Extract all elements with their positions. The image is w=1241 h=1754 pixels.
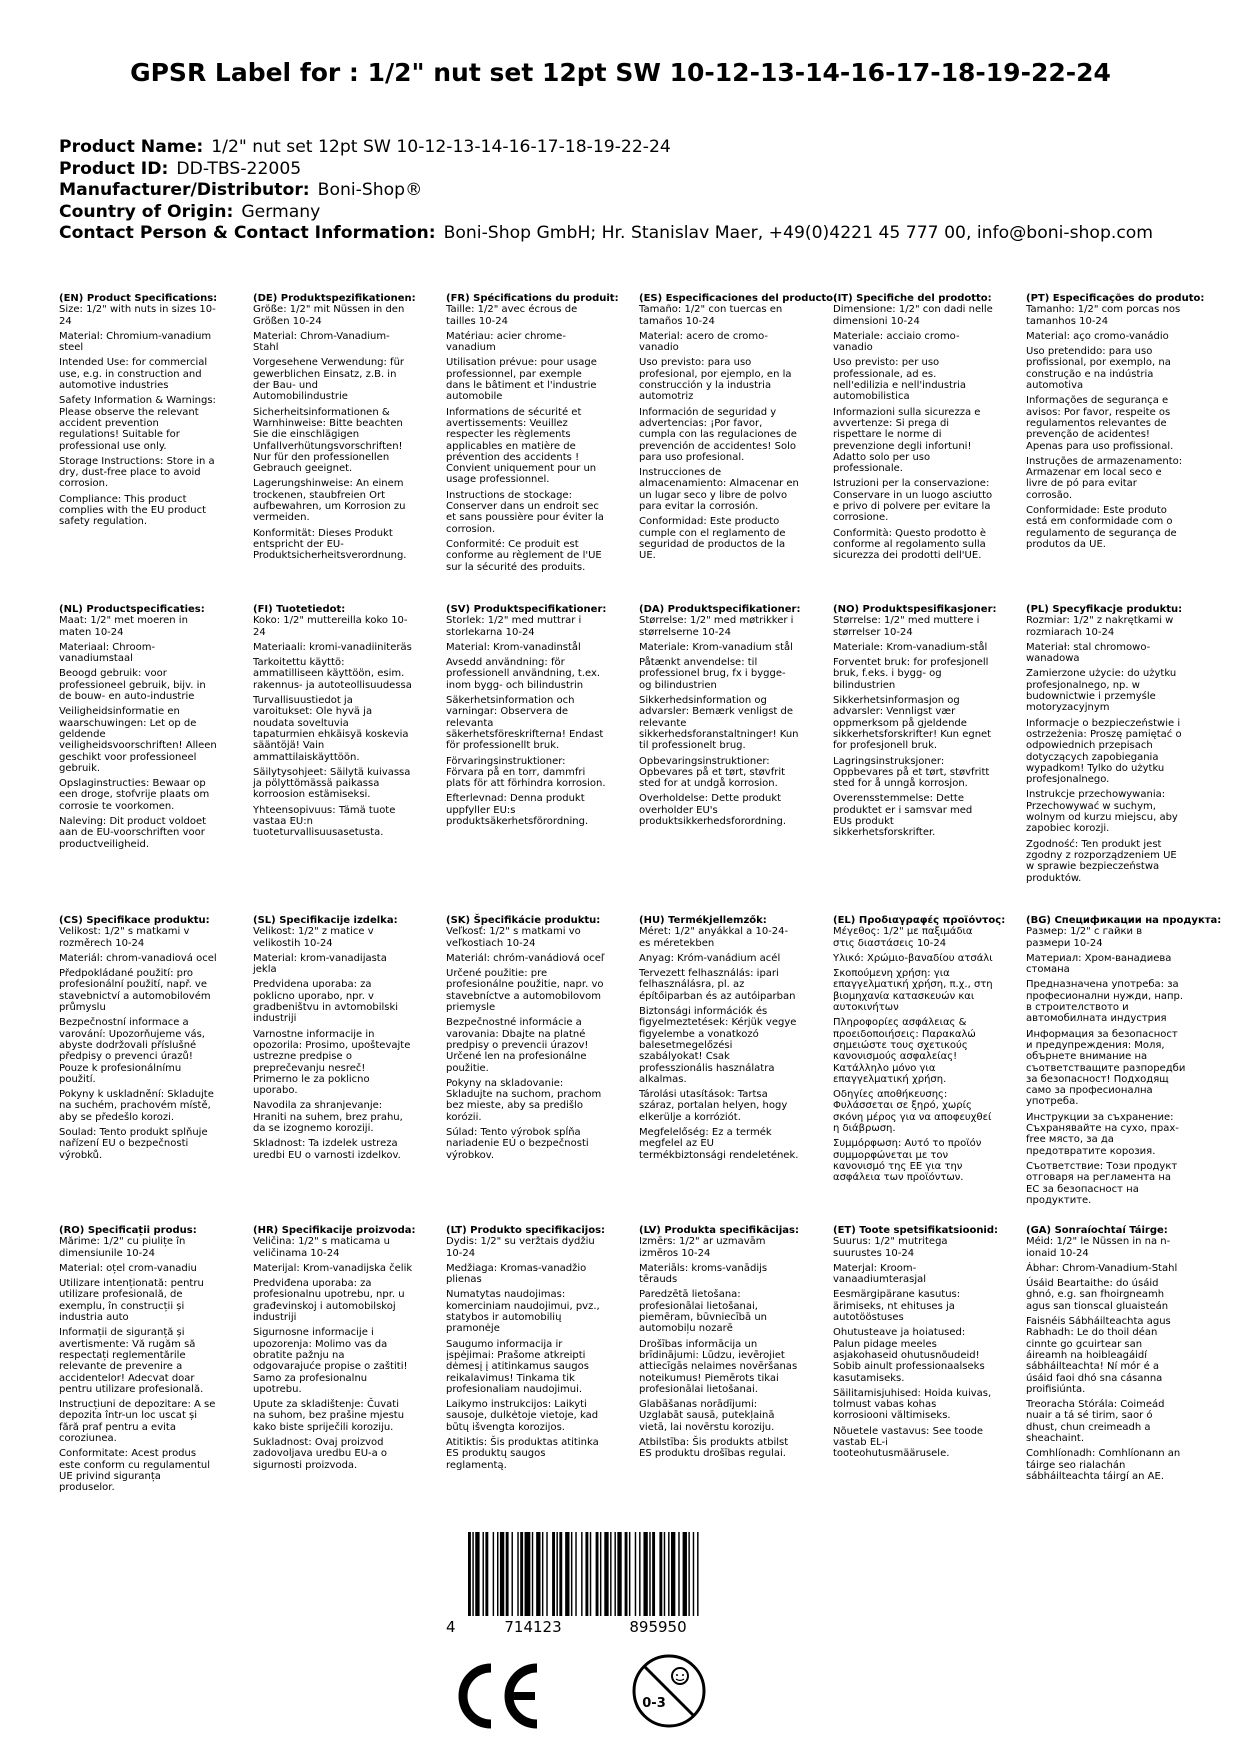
spec-paragraph: Uso previsto: para uso profesional, por ejemplo, en la construcción y la industria automotriz [639,357,792,403]
spec-paragraph: Material: acero de cromo-vanadio [639,330,768,354]
info-value: 1/2" nut set 12pt SW 10-12-13-14-16-17-18-19-22-24 [211,137,671,157]
barcode-bar [575,1532,576,1616]
spec-paragraph: Zamierzone użycie: do użytku profesjonalnego, np. w budownictwie i przemyśle motoryzacyjnym [1026,668,1177,714]
spec-paragraph: Materiaal: Chroom-vanadiumstaal [59,641,156,665]
spec-paragraph: Größe: 1/2" mit Nüssen in den Größen 10-24 [253,304,405,327]
spec-paragraph: Pokyny na skladovanie: Skladujte na suchom, prachom bez mieste, aby sa predišlo korózii. [446,1077,602,1123]
barcode-bar [571,1532,572,1616]
barcode-digit-group-3: 895950 [629,1618,687,1636]
spec-paragraph: Vorgesehene Verwendung: für gewerblichen Einsatz, z.B. in der Bau- und Automobilindustrie [253,357,405,403]
spec-paragraph: Instructions de stockage: Conserver dans un endroit sec et sans poussière pour éviter la corrosion. [446,489,604,535]
spec-paragraph: Overholdelse: Dette produkt overholder EU's produktsikkerhedsforordning. [639,793,787,828]
spec-paragraph: Sikkerhedsinformation og advarsler: Bemærk venligst de relevante sikkerhedsforanstaltninger! Kun til professionelt brug. [639,695,799,752]
barcode-bar [542,1532,543,1616]
spec-paragraph: Veľkosť: 1/2" s matkami vo veľkostiach 10-24 [446,926,581,949]
spec-paragraph: Glabāšanas norādījumi: Uzglabāt sausā, putekļainā vietā, lai novērstu koroziju. [639,1399,775,1433]
spec-paragraph: Instrucțiuni de depozitare: A se depozita într-un loc uscat și fără praf pentru a evita coroziunea. [59,1399,216,1445]
spec-heading: (FR) Spécifications du produit: [446,293,619,304]
spec-paragraph: Material: Chrom-Vanadium-Stahl [253,330,390,354]
spec-paragraph: Avsedd användning: för professionell användning, t.ex. inom bygg- och bilindustrin [446,657,601,691]
spec-paragraph: Opbevaringsinstruktioner: Opbevares på et tørt, støvfrit sted for at undgå korrosion. [639,755,786,790]
spec-paragraph: Säilitamisjuhised: Hoida kuivas, tolmust vabas kohas korrosiooni vältimiseks. [833,1387,992,1422]
spec-heading: (BG) Спецификации на продукта: [1026,915,1222,926]
spec-paragraph: Materiál: chróm-vanádiová oceľ [446,952,605,964]
spec-paragraph: Съответствие: Този продукт отговаря на регламента на ЕС за безопасност на продуктите. [1026,1160,1178,1206]
barcode-bar [683,1532,687,1616]
spec-paragraph: Pokyny k uskladnění: Skladujte na suchém, prachovém místě, aby se předešlo korozi. [59,1089,214,1123]
spec-paragraph: Anyag: Króm-vanádium acél [639,952,781,964]
spec-paragraph: Материал: Хром-ванадиева стомана [1026,952,1172,976]
spec-paragraph: Material: krom-vanadijasta jekla [253,952,387,976]
spec-paragraph: Инструкции за съхранение: Съхранявайте на сухо, прах-free място, за да предотвратите корозия. [1026,1111,1179,1157]
spec-paragraph: Informații de siguranță și avertismente: Vă rugăm să respectați reglementările relevante de prevenire a accidentelor! Adecvat doar pentru utilizare profesională. [59,1327,204,1395]
spec-paragraph: Instrucciones de almacenamiento: Almacenar en un lugar seco y libre de polvo para evitar la corrosión. [639,467,799,513]
specification-grid [59,293,1239,1493]
barcode-bar [468,1532,471,1616]
spec-paragraph: Maat: 1/2" met moeren in maten 10-24 [59,615,188,638]
product-name-row [59,137,1209,159]
info-value: Boni-Shop® [317,180,423,200]
barcode-bar [485,1532,488,1616]
spec-paragraph: Uso pretendido: para uso profissional, por exemplo, na construção e na indústria automotiva [1026,346,1171,392]
barcode-bar [678,1532,679,1616]
spec-column [59,915,219,1165]
spec-paragraph: Treoracha Stórála: Coimeád nuair a tá sé tirim, saor ó dhust, chun creimeadh a sheachaint. [1026,1399,1165,1445]
spec-paragraph: Určené použitie: pre profesionálne použitie, napr. vo stavebníctve a automobilovom priemysle [446,968,604,1014]
spec-heading: (CS) Specifikace produktu: [59,915,210,926]
spec-column [446,604,606,831]
spec-paragraph: Méid: 1/2" le Nüssen in na n-ionaid 10-24 [1026,1236,1171,1259]
country-row [59,202,1209,224]
spec-column [253,293,416,566]
barcode-bar [629,1532,630,1616]
spec-paragraph: Informations de sécurité et avertissements: Veuillez respecter les règlements applicables en matière de prévention des accidents ! Convient uniquement pour un usage professionnel. [446,406,597,486]
barcode-bar [520,1532,523,1616]
spec-paragraph: Instrukcje przechowywania: Przechowywać w suchym, wolnym od kurzu miejscu, aby zapobiec korozji. [1026,789,1178,835]
spec-paragraph: Drošības informācija un brīdinājumi: Lūdzu, ievērojiet attiecīgās nelaimes novēršanas noteikumus! Piemērots tikai profesionālai lietošanai. [639,1338,798,1395]
spec-paragraph: Informações de segurança e avisos: Por favor, respeite os regulamentos relevantes de prevenção de acidentes! Apenas para uso profissional. [1026,395,1174,452]
barcode-bar [659,1532,662,1616]
spec-paragraph: Πληροφορίες ασφάλειας & προειδοποιήσεις: Παρακαλώ σημειώστε τους σχετικούς κανονισμούς ασφαλείας! Κατάλληλο μόνο για επαγγελματική χρήση. [833,1017,976,1085]
spec-paragraph: Conformitate: Acest produs este conform cu regulamentul UE privind siguranța produselor. [59,1448,210,1494]
spec-paragraph: Размер: 1/2" с гайки в размери 10-24 [1026,926,1143,949]
barcode-bar [517,1532,518,1616]
spec-paragraph: Overensstemmelse: Dette produktet er i samsvar med EUs produkt sikkerhetsforskrifter. [833,793,973,839]
spec-paragraph: Conformità: Questo prodotto è conforme al regolamento sulla sicurezza dei prodotti dell'UE. [833,527,987,562]
spec-paragraph: Materiale: Krom-vanadium-stål [833,641,988,653]
spec-paragraph: Atitiktis: Šis produktas atitinka ES produktų saugos reglamentą. [446,1437,599,1471]
spec-paragraph: Medžiaga: Kromas-vanadžio plienas [446,1262,587,1286]
spec-paragraph: Tervezett felhasználás: ipari felhasználásra, pl. az építőiparban és az autóiparban [639,968,796,1002]
spec-paragraph: Megfelelőség: Ez a termék megfelel az EU termékbiztonsági rendeletének. [639,1127,799,1161]
spec-column [833,1225,999,1464]
spec-paragraph: Förvaringsinstruktioner: Förvara på en torr, dammfri plats för att förhindra korrosion. [446,755,606,790]
spec-paragraph: Información de seguridad y advertencias: ¡Por favor, cumpla con las regulaciones de prevención de accidentes! Solo para uso profesional. [639,406,797,463]
spec-heading: (LT) Produkto specifikacijos: [446,1225,606,1236]
spec-paragraph: Laikymo instrukcijos: Laikyti sausoje, dulkėtoje vietoje, kad būtų išvengta korozijos. [446,1399,599,1433]
barcode-bar [546,1532,547,1616]
spec-heading: (HU) Termékjellemzők: [639,915,767,926]
spec-paragraph: Méret: 1/2" anyákkal a 10-24-es méretekben [639,926,789,949]
spec-paragraph: Saugumo informacija ir įspėjimai: Prašome atkreipti dėmesį į atitinkamus saugos reikalavimus! Tinkama tik profesionaliam naudojimui. [446,1338,589,1395]
spec-paragraph: Tarkoitettu käyttö: ammatilliseen käyttöön, esim. rakennus- ja autoteollisuudessa [253,657,412,691]
spec-heading: (GA) Sonraíochtaí Táirge: [1026,1225,1168,1236]
spec-paragraph: Dimensione: 1/2" con dadi nelle dimensioni 10-24 [833,304,993,327]
barcode-bar [506,1532,509,1616]
barcode-bar [610,1532,611,1616]
page-title: GPSR Label for : 1/2" nut set 12pt SW 10-12-13-14-16-17-18-19-22-24 [130,58,1111,87]
info-label: Product ID: [59,158,169,179]
barcode-bar [693,1532,694,1616]
spec-paragraph: Material: Chromium-vanadium steel [59,330,212,354]
spec-paragraph: Materijal: Krom-vanadijska čelik [253,1262,413,1274]
spec-paragraph: Ohutusteave ja hoiatused: Palun pidage meeles asjakohaseid ohutusnõudeid! Sobib ainult professionaalseks kasutamiseks. [833,1327,985,1384]
spec-paragraph: Forventet bruk: for profesjonell bruk, f.eks. i bygg- og bilindustrien [833,657,989,691]
barcode-bar [649,1532,650,1616]
spec-paragraph: Naleving: Dit product voldoet aan de EU-voorschriften voor productveiligheid. [59,816,207,850]
spec-paragraph: Materiāls: kroms-vanādijs tērauds [639,1262,768,1286]
info-value: DD-TBS-22005 [176,158,302,179]
spec-column [833,293,993,566]
barcode-bar [512,1532,513,1616]
spec-paragraph: Tárolási utasítások: Tartsa száraz, portalan helyen, hogy elkerülje a korróziót. [639,1089,788,1123]
spec-column [1026,293,1205,554]
spec-paragraph: Sikkerhetsinformasjon og advarsler: Vennligst vær oppmerksom på gjeldende sikkerhetsforskrifter! Kun egnet for profesjonell bruk. [833,695,992,752]
spec-column [446,293,619,577]
spec-column [1026,915,1222,1210]
spec-paragraph: Taille: 1/2" avec écrous de tailles 10-24 [446,304,578,327]
spec-paragraph: Efterlevnad: Denna produkt uppfyller EU:s produktsäkerhetsförordning. [446,793,589,828]
spec-heading: (HR) Specifikacije proizvoda: [253,1225,416,1236]
barcode-bar [585,1532,588,1616]
spec-paragraph: Lagringsinstruksjoner: Oppbevares på et tørt, støvfritt sted for å unngå korrosjon. [833,755,990,790]
spec-heading: (NL) Productspecificaties: [59,604,205,615]
spec-paragraph: Zgodność: Ten produkt jest zgodny z rozporządzeniem UE w sprawie bezpieczeństwa produktów. [1026,838,1177,884]
spec-paragraph: Úsáid Beartaithe: do úsáid ghnó, e.g. san fhoirgneamh agus san tionscal gluaisteán [1026,1278,1169,1312]
spec-column [59,293,219,532]
barcode-bar [500,1532,504,1616]
spec-paragraph: Material: oțel crom-vanadiu [59,1262,197,1274]
spec-paragraph: Rozmiar: 1/2" z nakrętkami w rozmiarach 10-24 [1026,615,1174,638]
barcode-bar [475,1532,479,1616]
spec-paragraph: Faisnéis Sábháilteachta agus Rabhadh: Le do thoil déan cinnte go gcuirtear san áireamh na hoibleagáidí sábháilteachta! Ní mór é a úsáid faoi dhó sna cásanna proifisiúnta. [1026,1316,1171,1395]
spec-paragraph: Sicherheitsinformationen & Warnhinweise: Bitte beachten Sie die einschlägigen Unfallverhütungsvorschriften! Nur für den professionellen Gebrauch geeignet. [253,406,403,475]
info-value: Germany [241,201,321,222]
spec-heading: (FI) Tuotetiedot: [253,604,346,615]
spec-paragraph: Συμμόρφωση: Αυτό το προϊόν συμμορφώνεται με τον κανονισμό της ΕΕ για την ασφάλεια των προϊόντων. [833,1138,982,1184]
spec-paragraph: Bezpečnostné informácie a varovania: Dbajte na platné predpisy o prevencii úrazov! Určené len na profesionálne použitie. [446,1017,589,1074]
spec-paragraph: Veiligheidsinformatie en waarschuwingen: Let op de geldende veiligheidsvoorschriften! Alleen geschikt voor professioneel gebruik. [59,706,217,774]
spec-paragraph: Navodila za shranjevanje: Hraniti na suhem, brez prahu, da se izognemo koroziji. [253,1100,403,1135]
spec-paragraph: Sukladnost: Ovaj proizvod zadovoljava uredbu EU-a o sigurnosti proizvoda. [253,1437,388,1471]
spec-paragraph: Material: Krom-vanadinstål [446,641,581,653]
spec-paragraph: Påtænkt anvendelse: til professionel brug, fx i bygge- og bilindustrien [639,657,786,691]
spec-column [446,1225,606,1475]
spec-column [1026,604,1186,888]
spec-paragraph: Yhteensopivuus: Tämä tuote vastaa EU:n tuoteturvallisuusasetusta. [253,804,396,839]
spec-heading: (RO) Specificații produs: [59,1225,197,1236]
info-label: Contact Person & Contact Information: [59,223,436,243]
spec-column [833,604,997,843]
spec-paragraph: Materiale: Krom-vanadium stål [639,641,793,653]
spec-paragraph: Lagerungshinweise: An einem trockenen, staubfreien Ort aufbewahren, um Korrosion zu vermeiden. [253,478,406,524]
ce-mark-icon [455,1660,545,1732]
info-label: Product Name: [59,137,204,157]
spec-paragraph: Nõuetele vastavus: See toode vastab EL-i tooteohutusmäärusele. [833,1425,984,1460]
spec-paragraph: Mărime: 1/2" cu piulițe în dimensiunile 10-24 [59,1236,186,1259]
barcode-bar [536,1532,540,1616]
spec-paragraph: Materiál: chrom-vanadiová ocel [59,952,217,964]
spec-paragraph: Sigurnosne informacije i upozorenja: Molimo vas da obratite pažnju na odgovarajuće propise o zaštiti! Samo za profesionalnu upotrebu. [253,1327,408,1395]
spec-column [253,604,413,843]
spec-paragraph: Conformidade: Este produto está em conformidade com o regulamento de segurança de produtos da UE. [1026,505,1177,550]
spec-paragraph: Utilisation prévue: pour usage professionnel, par exemple dans le bâtiment et l'industrie automobile [446,357,597,403]
spec-paragraph: Size: 1/2" with nuts in sizes 10-24 [59,304,216,327]
spec-paragraph: Säkerhetsinformation och varningar: Observera de relevanta säkerhetsföreskrifterna! Endast för professionellt bruk. [446,695,604,752]
spec-column [253,1225,416,1475]
product-info [59,137,1209,245]
spec-paragraph: Safety Information & Warnings: Please observe the relevant accident prevention regulations! Suitable for professional use only. [59,395,216,452]
info-value: Boni-Shop GmbH; Hr. Stanislav Maer, +49(0)4221 45 777 00, info@boni-shop.com [443,223,1154,243]
spec-column [639,915,799,1165]
spec-paragraph: Materiaali: kromi-vanadiiniteräs [253,641,412,653]
spec-paragraph: Upute za skladištenje: Čuvati na suhom, bez prašine mjestu kako biste spriječili koroziju. [253,1399,405,1433]
spec-paragraph: Turvallisuustiedot ja varoitukset: Ole hyvä ja noudata soveltuvia tapaturmien ehkäisyä koskevia sääntöjä! Vain ammattilaiskäyttöön. [253,695,409,763]
spec-paragraph: Material: aço cromo-vanádio [1026,330,1169,342]
spec-column [639,1225,799,1464]
barcode-bar [614,1532,615,1616]
barcode-bar [652,1532,655,1616]
spec-paragraph: Suurus: 1/2" mutritega suurustes 10-24 [833,1236,948,1259]
barcode-bar [625,1532,628,1616]
barcode-digit-group-1: 4 [446,1618,456,1636]
spec-paragraph: Størrelse: 1/2" med muttere i størrelser 10-24 [833,615,980,638]
spec-heading: (EL) Προδιαγραφές προϊόντος: [833,915,1006,926]
spec-paragraph: Comhlíonadh: Comhlíonann an táirge seo rialachán sábháilteachta táirgí an AE. [1026,1448,1181,1482]
spec-column [59,1225,219,1498]
barcode-bar [688,1532,689,1616]
spec-paragraph: Skladnost: Ta izdelek ustreza uredbi EU o varnosti izdelkov. [253,1138,401,1161]
spec-heading: (SK) Špecifikácie produktu: [446,915,601,926]
barcode [440,1532,760,1637]
spec-paragraph: Súlad: Tento výrobok spĺňa nariadenie EÚ o bezpečnosti výrobkov. [446,1127,589,1161]
spec-paragraph: Storlek: 1/2" med muttrar i storlekarna 10-24 [446,615,582,638]
ce-mark-label: CE [455,1660,457,1661]
spec-heading: (NO) Produktspesifikasjoner: [833,604,997,615]
spec-paragraph: Velikost: 1/2" s matkami v rozměrech 10-24 [59,926,190,949]
spec-paragraph: Μέγεθος: 1/2" με παξιμάδια στις διαστάσεις 10-24 [833,926,973,949]
barcode-digit-group-2: 714123 [504,1618,562,1636]
product-id-row [59,159,1209,181]
spec-column [446,915,606,1165]
spec-paragraph: Tamanho: 1/2" com porcas nos tamanhos 10-24 [1026,304,1181,327]
spec-paragraph: Konformität: Dieses Produkt entspricht der EU-Produktsicherheitsverordnung. [253,527,407,562]
barcode-bar [497,1532,498,1616]
spec-paragraph: Ábhar: Chrom-Vanadium-Stahl [1026,1262,1178,1274]
spec-paragraph: Soulad: Tento produkt splňuje nařízení EU o bezpečnosti výrobků. [59,1127,208,1161]
spec-heading: (DA) Produktspecifikationer: [639,604,801,615]
barcode-bar [556,1532,557,1616]
spec-heading: (EN) Product Specifications: [59,293,218,304]
spec-column [833,915,1006,1188]
info-label: Manufacturer/Distributor: [59,180,310,200]
barcode-bar [525,1532,531,1616]
age-warning-0-3-icon [630,1652,708,1730]
barcode-bars [468,1532,699,1616]
spec-heading: (PL) Specyfikacje produktu: [1026,604,1183,615]
spec-paragraph: Υλικό: Χρώμιο-βαναδίου ατσάλι [833,952,993,964]
spec-paragraph: Koko: 1/2" muttereilla koko 10-24 [253,615,408,638]
barcode-bar [559,1532,562,1616]
spec-heading: (DE) Produktspezifikationen: [253,293,416,304]
spec-column [639,293,838,566]
spec-paragraph: Istruzioni per la conservazione: Conservare in un luogo asciutto e privo di polvere per evitare la corrosione. [833,478,993,524]
barcode-bar [643,1532,647,1616]
spec-paragraph: Izmērs: 1/2" ar uzmavām izmēros 10-24 [639,1236,766,1259]
spec-paragraph: Conformité: Ce produit est conforme au règlement de l'UE sur la sécurité des produits. [446,538,602,573]
barcode-bar [483,1532,484,1616]
barcode-bar [581,1532,582,1616]
barcode-bar [668,1532,669,1616]
manufacturer-row [59,180,1209,202]
spec-paragraph: Beoogd gebruik: voor professioneel gebruik, bijv. in de bouw- en auto-industrie [59,668,206,703]
spec-heading: (ET) Toote spetsifikatsioonid: [833,1225,999,1236]
spec-paragraph: Tamaño: 1/2" con tuercas en tamaños 10-24 [639,304,783,327]
barcode-bar [664,1532,665,1616]
spec-paragraph: Uso previsto: per uso professionale, ad es. nell'edilizia e nell'industria automobilistica [833,357,967,403]
spec-paragraph: Atbilstība: Šis produkts atbilst ES produktu drošības regulai. [639,1437,789,1460]
barcode-bar [639,1532,640,1616]
spec-paragraph: Bezpečnostní informace a varování: Upozorňujeme vás, abyste dodržovali příslušné předpisy o prevenci úrazů! Pouze k profesionálnímu použití. [59,1017,205,1085]
spec-paragraph: Predvidena uporaba: za poklicno uporabo, npr. v gradbeništvu in avtomobilski industriji [253,979,399,1025]
spec-paragraph: Информация за безопасност и предупреждения: Моля, обърнете внимание на съответстващите разпоредби за безопасност! Подходящ само за професионална употреба. [1026,1028,1186,1108]
spec-paragraph: Materiał: stal chromowo-wanadowa [1026,641,1151,665]
spec-paragraph: Dydis: 1/2" su veržtais dydžiu 10-24 [446,1236,595,1259]
age-range-label: 0-3 [642,1696,666,1711]
spec-paragraph: Οδηγίες αποθήκευσης: Φυλάσσεται σε ξηρό, χωρίς σκόνη μέρος για να αποφευχθεί η διάβρωση. [833,1089,992,1135]
barcode-bar [532,1532,533,1616]
barcode-bar [697,1532,698,1616]
spec-paragraph: Opslaginstructies: Bewaar op een droge, stofvrije plaats om corrosie te voorkomen. [59,778,210,812]
barcode-bar [552,1532,555,1616]
spec-paragraph: Предназначена употреба: за професионални нужди, напр. в строителството и автомобилната индустрия [1026,979,1184,1025]
spec-paragraph: Eesmärgipärane kasutus: ärimiseks, nt ehituses ja autotööstuses [833,1289,961,1324]
spec-heading: (SV) Produktspecifikationer: [446,604,607,615]
spec-heading: (SL) Specifikacije izdelka: [253,915,398,926]
barcode-bar [671,1532,675,1616]
spec-paragraph: Numatytas naudojimas: komerciniam naudojimui, pvz., statybos ir automobilių pramonėje [446,1289,600,1335]
spec-paragraph: Säilytysohjeet: Säilytä kuivassa ja pölyttömässä paikassa korroosion estämiseksi. [253,766,411,801]
contact-row [59,223,1209,245]
spec-paragraph: Storage Instructions: Store in a dry, dust-free place to avoid corrosion. [59,455,215,490]
spec-paragraph: Utilizare intenționată: pentru utilizare profesională, de exemplu, în construcții și industria auto [59,1278,204,1324]
spec-paragraph: Materjal: Kroom-vanaadiumterasjal [833,1262,927,1286]
spec-paragraph: Materiale: acciaio cromo-vanadio [833,330,960,354]
barcode-bar [565,1532,569,1616]
spec-paragraph: Conformidad: Este producto cumple con el reglamento de seguridad de productos de la UE. [639,516,786,562]
spec-paragraph: Compliance: This product complies with the EU product safety regulation. [59,493,207,528]
spec-paragraph: Biztonsági információk és figyelmeztetések: Kérjük vegye figyelembe a vonatkozó balesetmegelőzési szabályokat! Csak professzionális használatra alkalmas. [639,1006,797,1085]
spec-paragraph: Veličina: 1/2" s maticama u veličinama 10-24 [253,1236,390,1259]
barcode-bar [472,1532,473,1616]
spec-heading: (LV) Produkta specifikācijas: [639,1225,799,1236]
spec-heading: (IT) Specifiche del prodotto: [833,293,992,304]
spec-column [1026,1225,1186,1486]
info-label: Country of Origin: [59,201,234,222]
barcode-bar [493,1532,494,1616]
spec-paragraph: Varnostne informacije in opozorila: Prosimo, upoštevajte ustrezne predpise o preprečevanju nesreč! Primerno le za poklicno uporabo. [253,1028,411,1097]
spec-paragraph: Instruções de armazenamento: Armazenar em local seco e livre de pó para evitar corrosão. [1026,455,1183,501]
spec-column [59,604,219,854]
spec-column [253,915,413,1165]
spec-paragraph: Størrelse: 1/2" med møtrikker i størrelserne 10-24 [639,615,794,638]
barcode-bar [596,1532,599,1616]
spec-paragraph: Predviđena uporaba: za profesionalnu upotrebu, npr. u građevinskoj i automobilskoj industriji [253,1278,405,1324]
spec-paragraph: Matériau: acier chrome-vanadium [446,330,566,354]
spec-column [639,604,799,831]
barcode-bar [635,1532,636,1616]
barcode-bar [590,1532,591,1616]
spec-paragraph: Předpokládané použití: pro profesionální použití, např. ve stavebnictví a automobilovém průmyslu [59,968,211,1014]
barcode-bar [604,1532,608,1616]
spec-paragraph: Informazioni sulla sicurezza e avvertenze: Si prega di rispettare le norme di prevenzione degli infortuni! Adatto solo per uso professionale. [833,406,981,475]
barcode-bar [617,1532,621,1616]
barcode-bar [600,1532,601,1616]
spec-paragraph: Intended Use: for commercial use, e.g. in construction and automotive industries [59,357,208,392]
spec-paragraph: Informacje o bezpieczeństwie i ostrzeżenia: Proszę pamiętać o odpowiednich przepisach dotyczących zapobiegania wypadkom! Tylko do użytku profesjonalnego. [1026,717,1182,786]
spec-heading: (PT) Especificações do produto: [1026,293,1205,304]
spec-heading: (ES) Especificaciones del producto: [639,293,838,304]
spec-paragraph: Paredzētā lietošana: profesionālai lietošanai, piemēram, būvniecībā un automobiļu nozarē [639,1289,767,1335]
spec-paragraph: Σκοπούμενη χρήση: για επαγγελματική χρήση, π.χ., στη βιομηχανία κατασκευών και αυτοκινήτων [833,968,993,1014]
spec-paragraph: Velikost: 1/2" z matice v velikostih 10-24 [253,926,374,949]
